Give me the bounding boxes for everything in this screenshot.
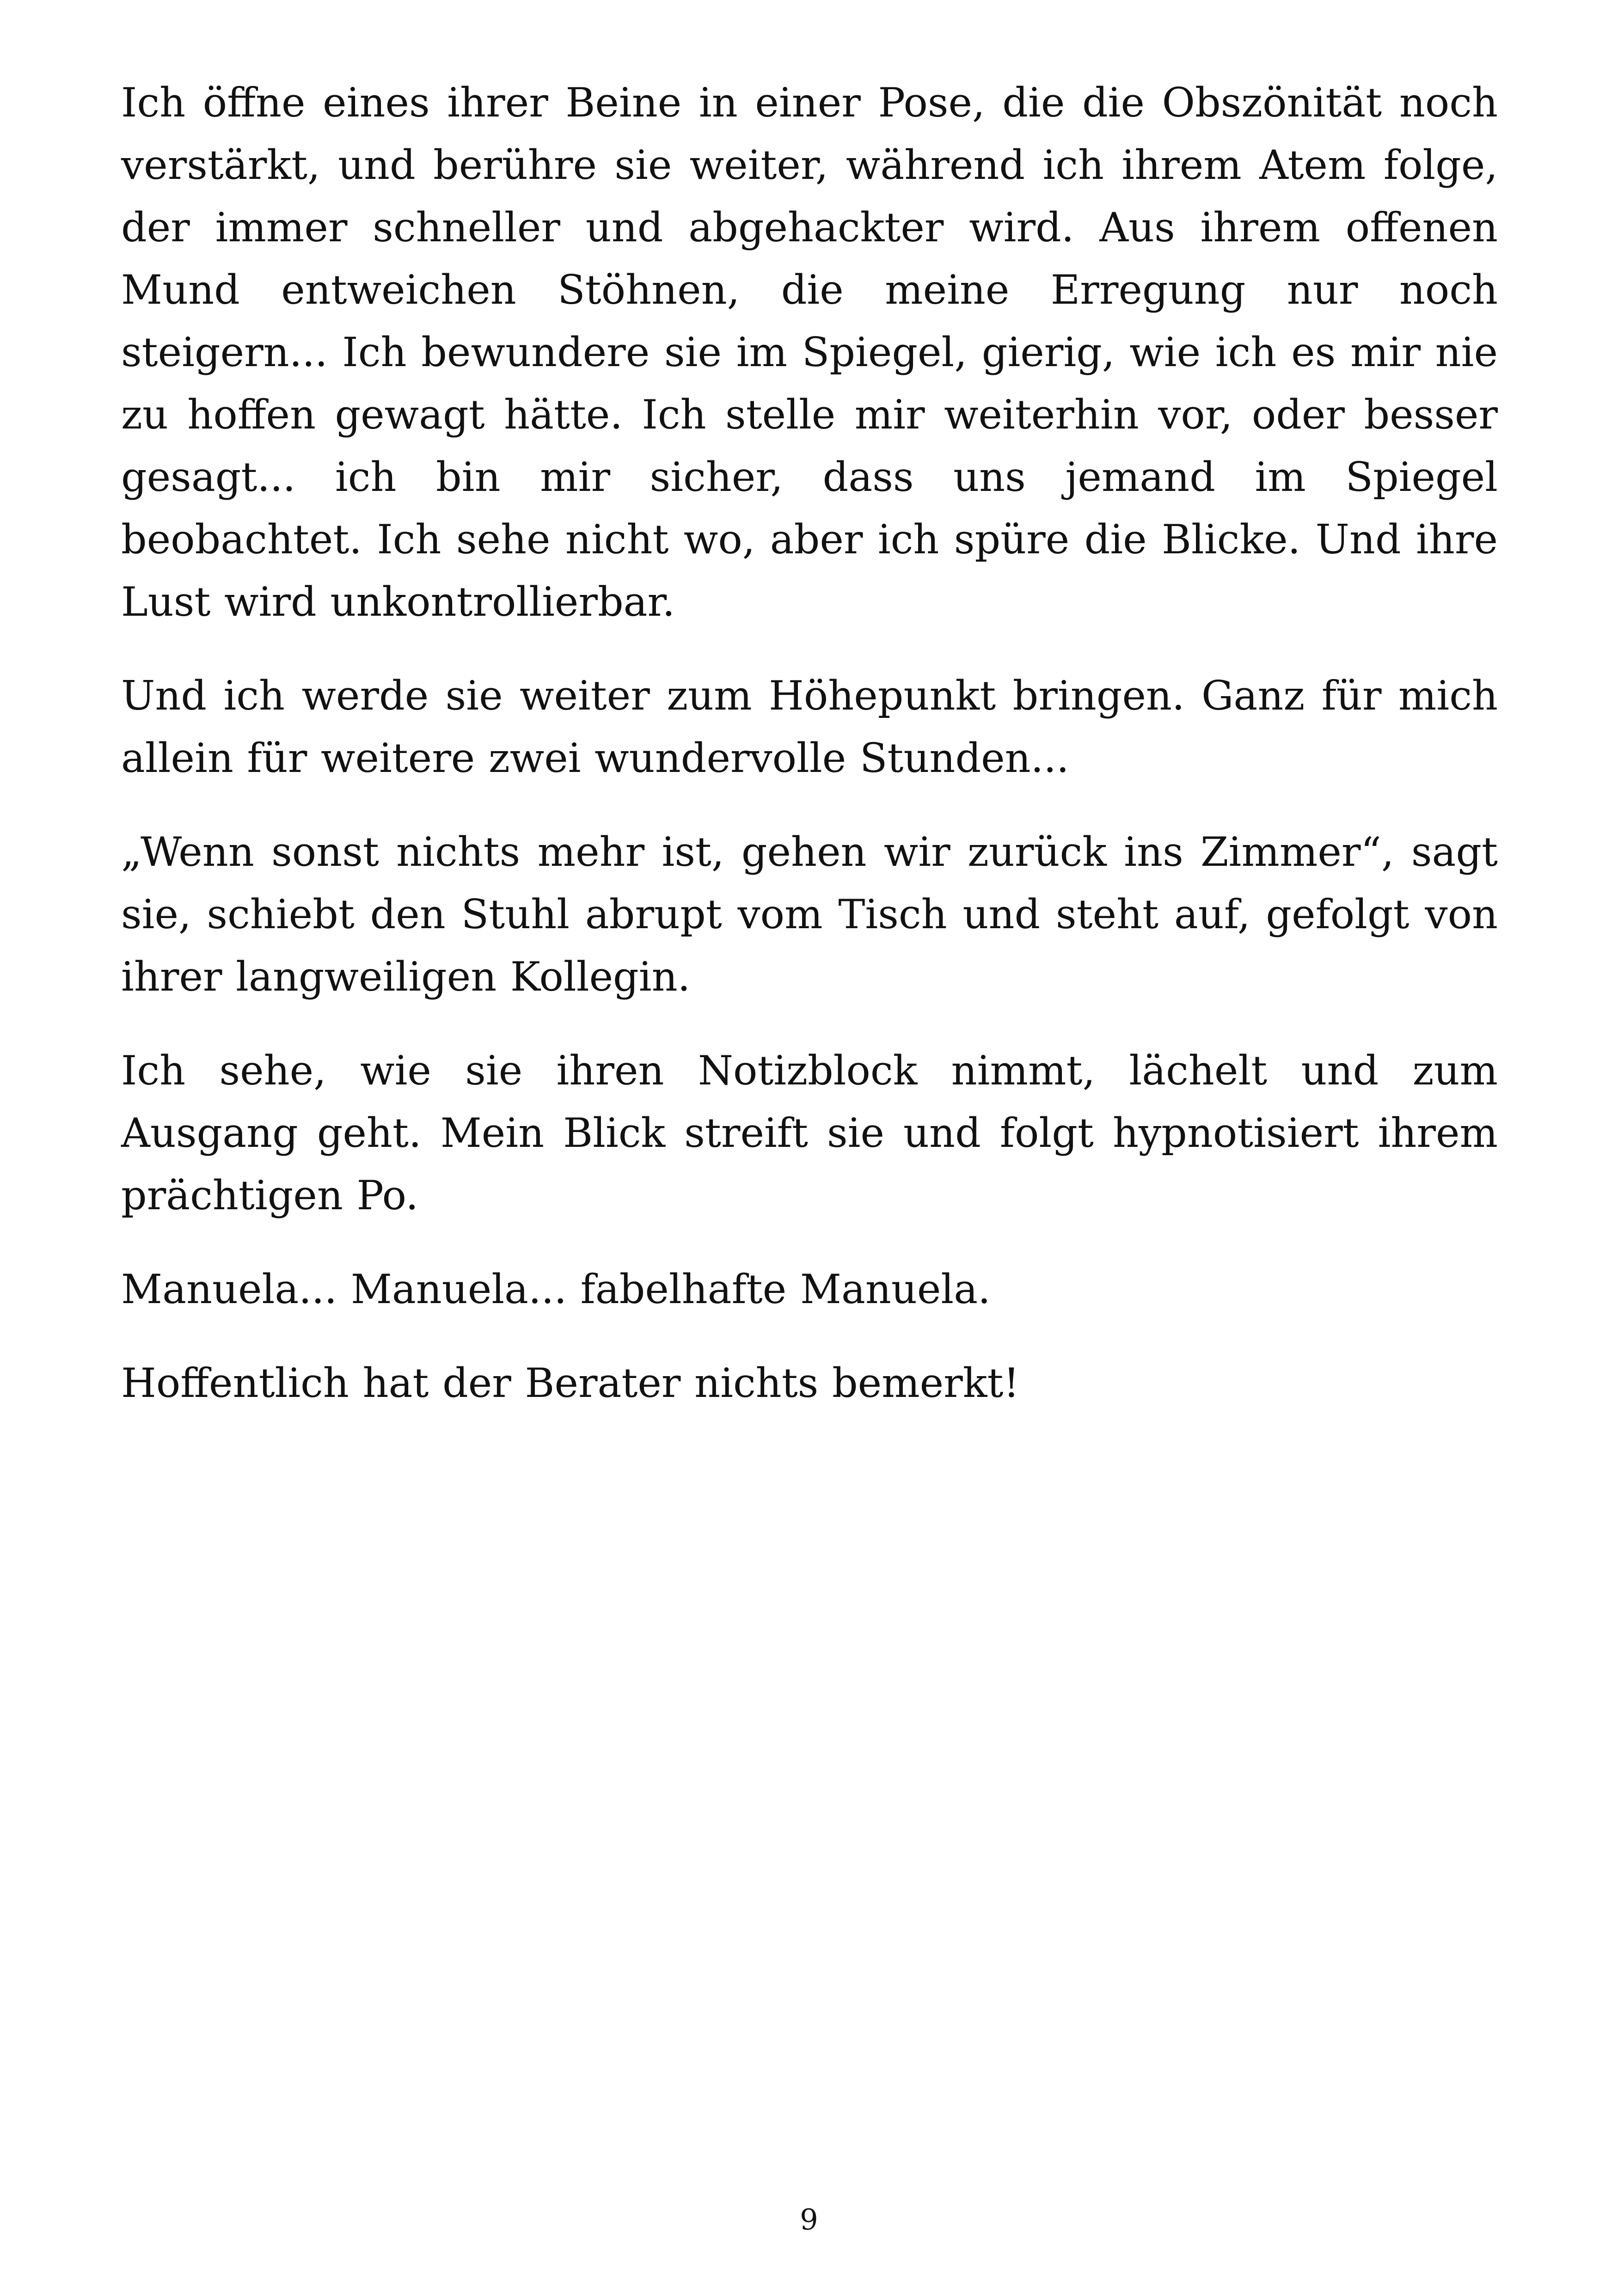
page-number: 9 (800, 2203, 818, 2236)
paragraph-6: Hoffentlich hat der Berater nichts bemerkt! (121, 1359, 1020, 1407)
paragraph-2: Und ich werde sie weiter zum Höhepunkt bringen. Ganz für mich allein für weitere zwei wundervolle Stunden... (121, 672, 1498, 782)
paragraph-4: Ich sehe, wie sie ihren Notizblock nimmt, lächelt und zum Ausgang geht. Mein Blick streift sie und folgt hypnotisiert ihrem prächtigen Po. (121, 1047, 1498, 1219)
paragraph-3: „Wenn sonst nichts mehr ist, gehen wir zurück ins Zimmer“, sagt sie, schiebt den Stuhl abrupt vom Tisch und steht auf, gefolgt von ihrer langweiligen Kollegin. (121, 828, 1498, 1000)
paragraph-5: Manuela... Manuela... fabelhafte Manuela. (121, 1266, 991, 1313)
body-text (121, 72, 1498, 1414)
paragraph-1: Ich öffne eines ihrer Beine in einer Pose, die die Obszönität noch verstärkt, und berühre sie weiter, während ich ihrem Atem folge, der immer schneller und abgehackter wird. Aus ihrem offenen Mund entweichen Stöhnen, die meine Erregung nur noch steigern... Ich bewundere sie im Spiegel, gierig, wie ich es mir nie zu hoffen gewagt hätte. Ich stelle mir weiterhin vor, oder besser gesagt... ich bin mir sicher, dass uns jemand im Spiegel beobachtet. Ich sehe nicht wo, aber ich spüre die Blicke. Und ihre Lust wird unkontrollierbar. (121, 79, 1498, 625)
